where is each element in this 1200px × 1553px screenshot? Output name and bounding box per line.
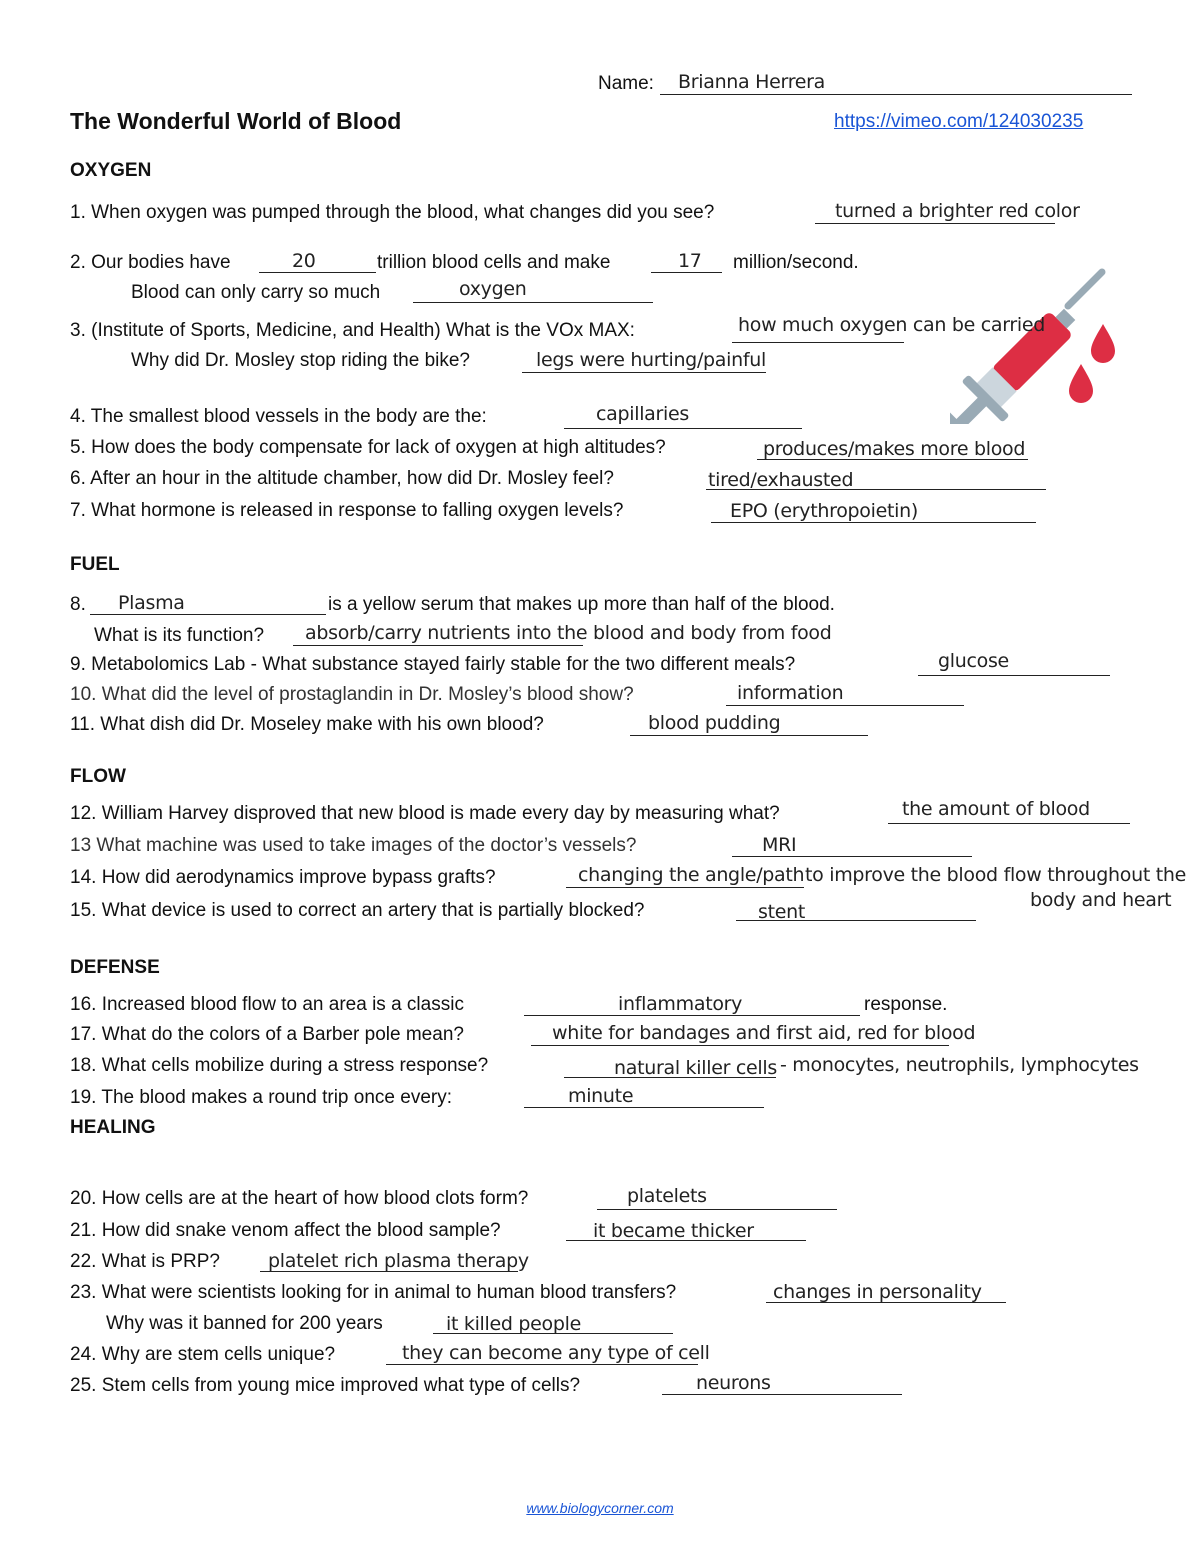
question-2-part-a: 2. Our bodies have xyxy=(70,252,231,273)
question-6: 6. After an hour in the altitude chamber, how did Dr. Mosley feel? xyxy=(70,468,614,489)
answer-line-12 xyxy=(888,823,1130,824)
blood-drop-2 xyxy=(1069,364,1093,403)
answer-11[interactable]: blood pudding xyxy=(648,712,781,734)
answer-line-8 xyxy=(90,614,326,615)
answer-2a[interactable]: 20 xyxy=(292,250,316,272)
answer-8b[interactable]: absorb/carry nutrients into the blood and body from food xyxy=(305,622,832,644)
answer-line-22 xyxy=(260,1271,518,1272)
answer-14[interactable]: changing the angle/path xyxy=(578,864,805,886)
footer-link[interactable]: www.biologycorner.com xyxy=(526,1500,674,1516)
answer-line-14 xyxy=(566,887,804,888)
answer-1[interactable]: turned a brighter red color xyxy=(835,200,1080,222)
answer-line-4 xyxy=(564,428,802,429)
answer-line-17 xyxy=(531,1045,949,1046)
question-7: 7. What hormone is released in response to falling oxygen levels? xyxy=(70,500,624,521)
question-20: 20. How cells are at the heart of how blood clots form? xyxy=(70,1188,529,1209)
name-underline xyxy=(660,94,1132,95)
answer-15[interactable]: stent xyxy=(758,901,806,923)
question-9: 9. Metabolomics Lab - What substance stayed fairly stable for the two different meals? xyxy=(70,654,796,675)
question-25: 25. Stem cells from young mice improved what type of cells? xyxy=(70,1375,581,1396)
answer-line-6 xyxy=(706,489,1046,490)
section-oxygen: OXYGEN xyxy=(70,160,152,181)
answer-line-2b xyxy=(651,272,722,273)
answer-21[interactable]: it became thicker xyxy=(593,1220,754,1242)
answer-14-continued[interactable]: to improve the blood flow throughout the xyxy=(805,864,1187,886)
question-16-tail: response. xyxy=(864,994,948,1015)
answer-16[interactable]: inflammatory xyxy=(618,993,743,1015)
question-2-part-c: million/second. xyxy=(733,252,859,273)
answer-9[interactable]: glucose xyxy=(938,650,1009,672)
answer-line-11 xyxy=(630,735,868,736)
answer-line-5 xyxy=(757,459,1028,460)
answer-10[interactable]: information xyxy=(737,682,844,704)
answer-line-13 xyxy=(732,856,972,857)
answer-line-15 xyxy=(736,920,976,921)
answer-line-2a xyxy=(259,272,376,273)
answer-line-16 xyxy=(524,1015,860,1016)
section-fuel: FUEL xyxy=(70,554,120,575)
answer-line-19 xyxy=(524,1107,764,1108)
name-value[interactable]: Brianna Herrera xyxy=(678,71,826,93)
syringe-needle xyxy=(1068,272,1102,306)
question-1: 1. When oxygen was pumped through the blood, what changes did you see? xyxy=(70,202,715,223)
question-15: 15. What device is used to correct an artery that is partially blocked? xyxy=(70,900,645,921)
answer-3[interactable]: how much oxygen can be carried xyxy=(738,314,1046,336)
question-18: 18. What cells mobilize during a stress response? xyxy=(70,1055,489,1076)
answer-line-20 xyxy=(597,1209,837,1210)
answer-13[interactable]: MRI xyxy=(762,834,797,856)
answer-line-23b xyxy=(433,1333,673,1334)
section-defense: DEFENSE xyxy=(70,957,160,978)
section-healing: HEALING xyxy=(70,1117,156,1138)
answer-24[interactable]: they can become any type of cell xyxy=(402,1342,710,1364)
answer-14-continued-2[interactable]: body and heart xyxy=(1030,889,1172,911)
answer-25[interactable]: neurons xyxy=(696,1372,771,1394)
question-3-followup: Why did Dr. Mosley stop riding the bike? xyxy=(131,350,470,371)
question-2-part-b: trillion blood cells and make xyxy=(377,252,611,273)
question-4: 4. The smallest blood vessels in the body are the: xyxy=(70,406,487,427)
answer-18-continued[interactable]: - monocytes, neutrophils, lymphocytes xyxy=(780,1054,1139,1076)
question-10: 10. What did the level of prostaglandin in Dr. Mosley’s blood show? xyxy=(70,684,634,705)
answer-line-10 xyxy=(726,705,964,706)
answer-17[interactable]: white for bandages and first aid, red for blood xyxy=(552,1022,976,1044)
answer-line-24 xyxy=(386,1364,698,1365)
answer-line-21 xyxy=(566,1240,806,1241)
question-22: 22. What is PRP? xyxy=(70,1251,220,1272)
answer-line-3b xyxy=(522,372,766,373)
question-3: 3. (Institute of Sports, Medicine, and Health) What is the VOx MAX: xyxy=(70,320,635,341)
answer-line-25 xyxy=(662,1394,902,1395)
answer-20[interactable]: platelets xyxy=(627,1185,707,1207)
video-link[interactable]: https://vimeo.com/124030235 xyxy=(834,111,1084,132)
answer-line-8b xyxy=(293,645,583,646)
question-2-followup: Blood can only carry so much xyxy=(131,282,381,303)
answer-line-1 xyxy=(815,223,1055,224)
question-24: 24. Why are stem cells unique? xyxy=(70,1344,336,1365)
name-label: Name: xyxy=(598,73,654,94)
question-14: 14. How did aerodynamics improve bypass grafts? xyxy=(70,867,496,888)
answer-line-9 xyxy=(918,675,1110,676)
question-8-number: 8. xyxy=(70,594,86,615)
answer-8[interactable]: Plasma xyxy=(118,592,185,614)
answer-5[interactable]: produces/makes more blood xyxy=(763,438,1026,460)
answer-line-7 xyxy=(711,522,1036,523)
answer-6[interactable]: tired/exhausted xyxy=(708,469,854,491)
answer-22[interactable]: platelet rich plasma therapy xyxy=(268,1250,529,1272)
question-21: 21. How did snake venom affect the blood sample? xyxy=(70,1220,501,1241)
answer-line-23 xyxy=(766,1302,1006,1303)
question-8: is a yellow serum that makes up more than half of the blood. xyxy=(328,594,835,615)
answer-18[interactable]: natural killer cells xyxy=(614,1057,777,1079)
answer-2b[interactable]: 17 xyxy=(678,250,702,272)
question-16: 16. Increased blood flow to an area is a classic xyxy=(70,994,464,1015)
answer-2c[interactable]: oxygen xyxy=(459,278,527,300)
question-23: 23. What were scientists looking for in animal to human blood transfers? xyxy=(70,1282,677,1303)
question-8-followup: What is its function? xyxy=(94,625,265,646)
question-5: 5. How does the body compensate for lack of oxygen at high altitudes? xyxy=(70,437,666,458)
question-23-followup: Why was it banned for 200 years xyxy=(106,1313,383,1334)
syringe-plunger xyxy=(955,396,988,424)
answer-line-18 xyxy=(564,1077,776,1078)
question-17: 17. What do the colors of a Barber pole mean? xyxy=(70,1024,464,1045)
answer-12[interactable]: the amount of blood xyxy=(902,798,1090,820)
answer-line-2c xyxy=(413,302,653,303)
question-13: 13 What machine was used to take images of the doctor’s vessels? xyxy=(70,835,637,856)
answer-19[interactable]: minute xyxy=(568,1085,634,1107)
answer-23b[interactable]: it killed people xyxy=(446,1313,582,1335)
section-flow: FLOW xyxy=(70,766,126,787)
answer-7[interactable]: EPO (erythropoietin) xyxy=(730,500,918,522)
answer-4[interactable]: capillaries xyxy=(596,403,690,425)
blood-drop-1 xyxy=(1091,324,1115,363)
question-19: 19. The blood makes a round trip once every: xyxy=(70,1087,452,1108)
question-11: 11. What dish did Dr. Moseley make with his own blood? xyxy=(70,714,544,735)
answer-line-3 xyxy=(732,342,904,343)
answer-3b[interactable]: legs were hurting/painful xyxy=(536,349,766,371)
question-12: 12. William Harvey disproved that new blood is made every day by measuring what? xyxy=(70,803,780,824)
answer-23[interactable]: changes in personality xyxy=(773,1281,982,1303)
page-title: The Wonderful World of Blood xyxy=(70,108,402,134)
syringe-icon xyxy=(950,264,1120,424)
